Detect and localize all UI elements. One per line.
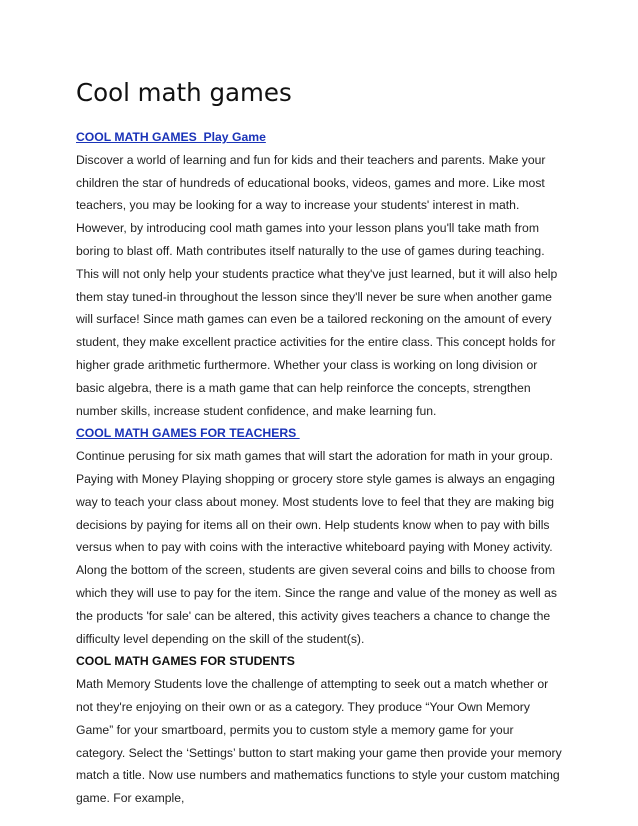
section-heading-teachers-link[interactable]: COOL MATH GAMES FOR TEACHERS — [76, 426, 300, 441]
page-title: Cool math games — [76, 78, 292, 107]
document-body — [76, 126, 562, 810]
section-paragraph-teachers: Continue perusing for six math games that will start the adoration for math in your group. Paying with Money Playing shopping or grocery store style games is always an engaging way to teach your class about money. Most students love to feel that they are making big decisions by paying for items all on their own. Help students know when to pay with bills versus when to pay with coins with the interactive whiteboard paying with Money activity. Along the bottom of the screen, students are given several coins and bills to choose from which they will use to pay for the item. Since the range and value of the money as well as the products 'for sale' can be altered, this activity gives teachers a chance to change the difficulty level depending on the skill of the student(s). — [76, 449, 557, 646]
section-paragraph-intro: Discover a world of learning and fun for kids and their teachers and parents. Make your children the star of hundreds of educational books, videos, games and more. Like most teachers, you may be looking for a way to increase your students' interest in math. However, by introducing cool math games into your lesson plans you'll take math from boring to blast off. Math contributes itself naturally to the use of games during teaching. This will not only help your students practice what they've just learned, but it will also help them stay tuned-in throughout the lesson since they'll never be sure when another game will surface! Since math games can even be a tailored reckoning on the amount of every student, they make excellent practice activities for the entire class. This concept holds for higher grade arithmetic furthermore. Whether your class is working on long division or basic algebra, there is a math game that can help reinforce the concepts, strengthen number skills, increase student confidence, and make learning fun. — [76, 152, 558, 418]
section-paragraph-students: Math Memory Students love the challenge of attempting to seek out a match whether or not they're enjoying on their own or as a category. They produce “Your Own Memory Game” for your smartboard, permits you to custom style a memory game for your category. Select the ‘Settings’ button to start making your game then provide your memory match a title. Now use numbers and mathematics functions to style your custom matching game. For example, — [76, 677, 562, 806]
section-heading-students: COOL MATH GAMES FOR STUDENTS — [76, 654, 295, 669]
section-heading-play-game-link[interactable]: COOL MATH GAMES Play Game — [76, 130, 266, 144]
